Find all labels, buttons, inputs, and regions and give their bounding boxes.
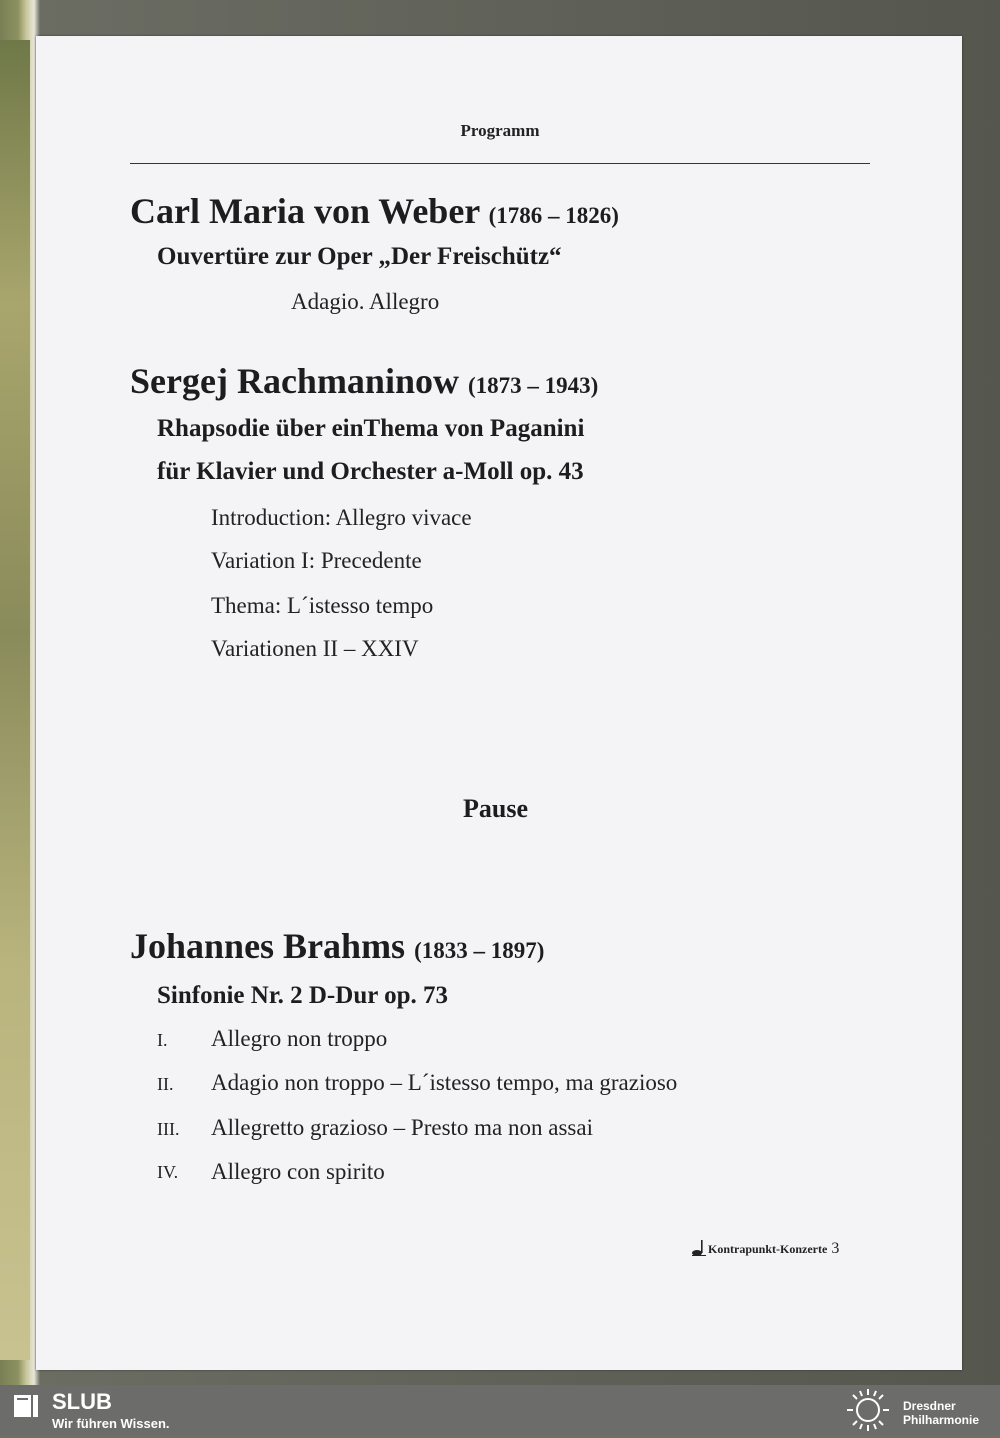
header-rule — [130, 163, 870, 164]
movement-item: Variationen II – XXIV — [211, 636, 419, 661]
series-name: Kontrapunkt-Konzerte — [708, 1242, 828, 1256]
music-note-icon — [690, 1239, 708, 1257]
adjacent-page-edge — [0, 40, 30, 1360]
movement-numeral: I. — [157, 1030, 168, 1050]
movement-item: Adagio non troppo – L´istesso tempo, ma grazioso — [211, 1070, 678, 1095]
composer-dates: (1873 – 1943) — [467, 373, 599, 398]
intermission-label: Pause — [463, 794, 528, 823]
movement-item: Introduction: Allegro vivace — [211, 505, 472, 530]
composer-dates: (1833 – 1897) — [414, 938, 545, 963]
movement-numeral: IV. — [157, 1162, 179, 1182]
composer-name: Sergej Rachmaninow — [130, 361, 459, 401]
work-title: Sinfonie Nr. 2 D-Dur op. 73 — [157, 982, 449, 1009]
partner-name: Dresdner Philharmonie — [903, 1399, 980, 1427]
composer-name: Johannes Brahms — [130, 926, 406, 966]
page-header: Programm — [460, 121, 540, 140]
movement-item: Thema: L´istesso tempo — [211, 593, 434, 618]
page-footer — [690, 1239, 839, 1258]
movement-numeral: III. — [157, 1119, 180, 1139]
movement-item: Allegro con spirito — [211, 1159, 385, 1184]
movement-item: Adagio. Allegro — [291, 289, 440, 314]
composer-rachmaninow — [130, 360, 598, 402]
composer-name: Carl Maria von Weber — [130, 191, 480, 231]
page-number: 3 — [831, 1240, 840, 1257]
library-logo-text[interactable]: SLUB — [52, 1389, 112, 1414]
philharmonie-logo-icon[interactable] — [842, 1387, 894, 1433]
library-tagline: Wir führen Wissen. — [52, 1416, 170, 1431]
movement-numeral: II. — [157, 1074, 174, 1094]
composer-dates: (1786 – 1826) — [488, 203, 619, 228]
work-title-line2: für Klavier und Orchester a-Moll op. 43 — [157, 458, 584, 485]
movement-item: Allegretto grazioso – Presto ma non assai — [211, 1115, 593, 1140]
work-title-line1: Rhapsodie über einThema von Paganini — [157, 415, 585, 442]
movement-item: Variation I: Precedente — [211, 548, 422, 573]
work-title: Ouvertüre zur Oper „Der Freischütz“ — [157, 243, 562, 270]
composer-weber — [130, 190, 619, 232]
movement-item: Allegro non troppo — [211, 1026, 388, 1051]
composer-brahms — [130, 925, 544, 967]
book-icon[interactable] — [12, 1392, 40, 1420]
